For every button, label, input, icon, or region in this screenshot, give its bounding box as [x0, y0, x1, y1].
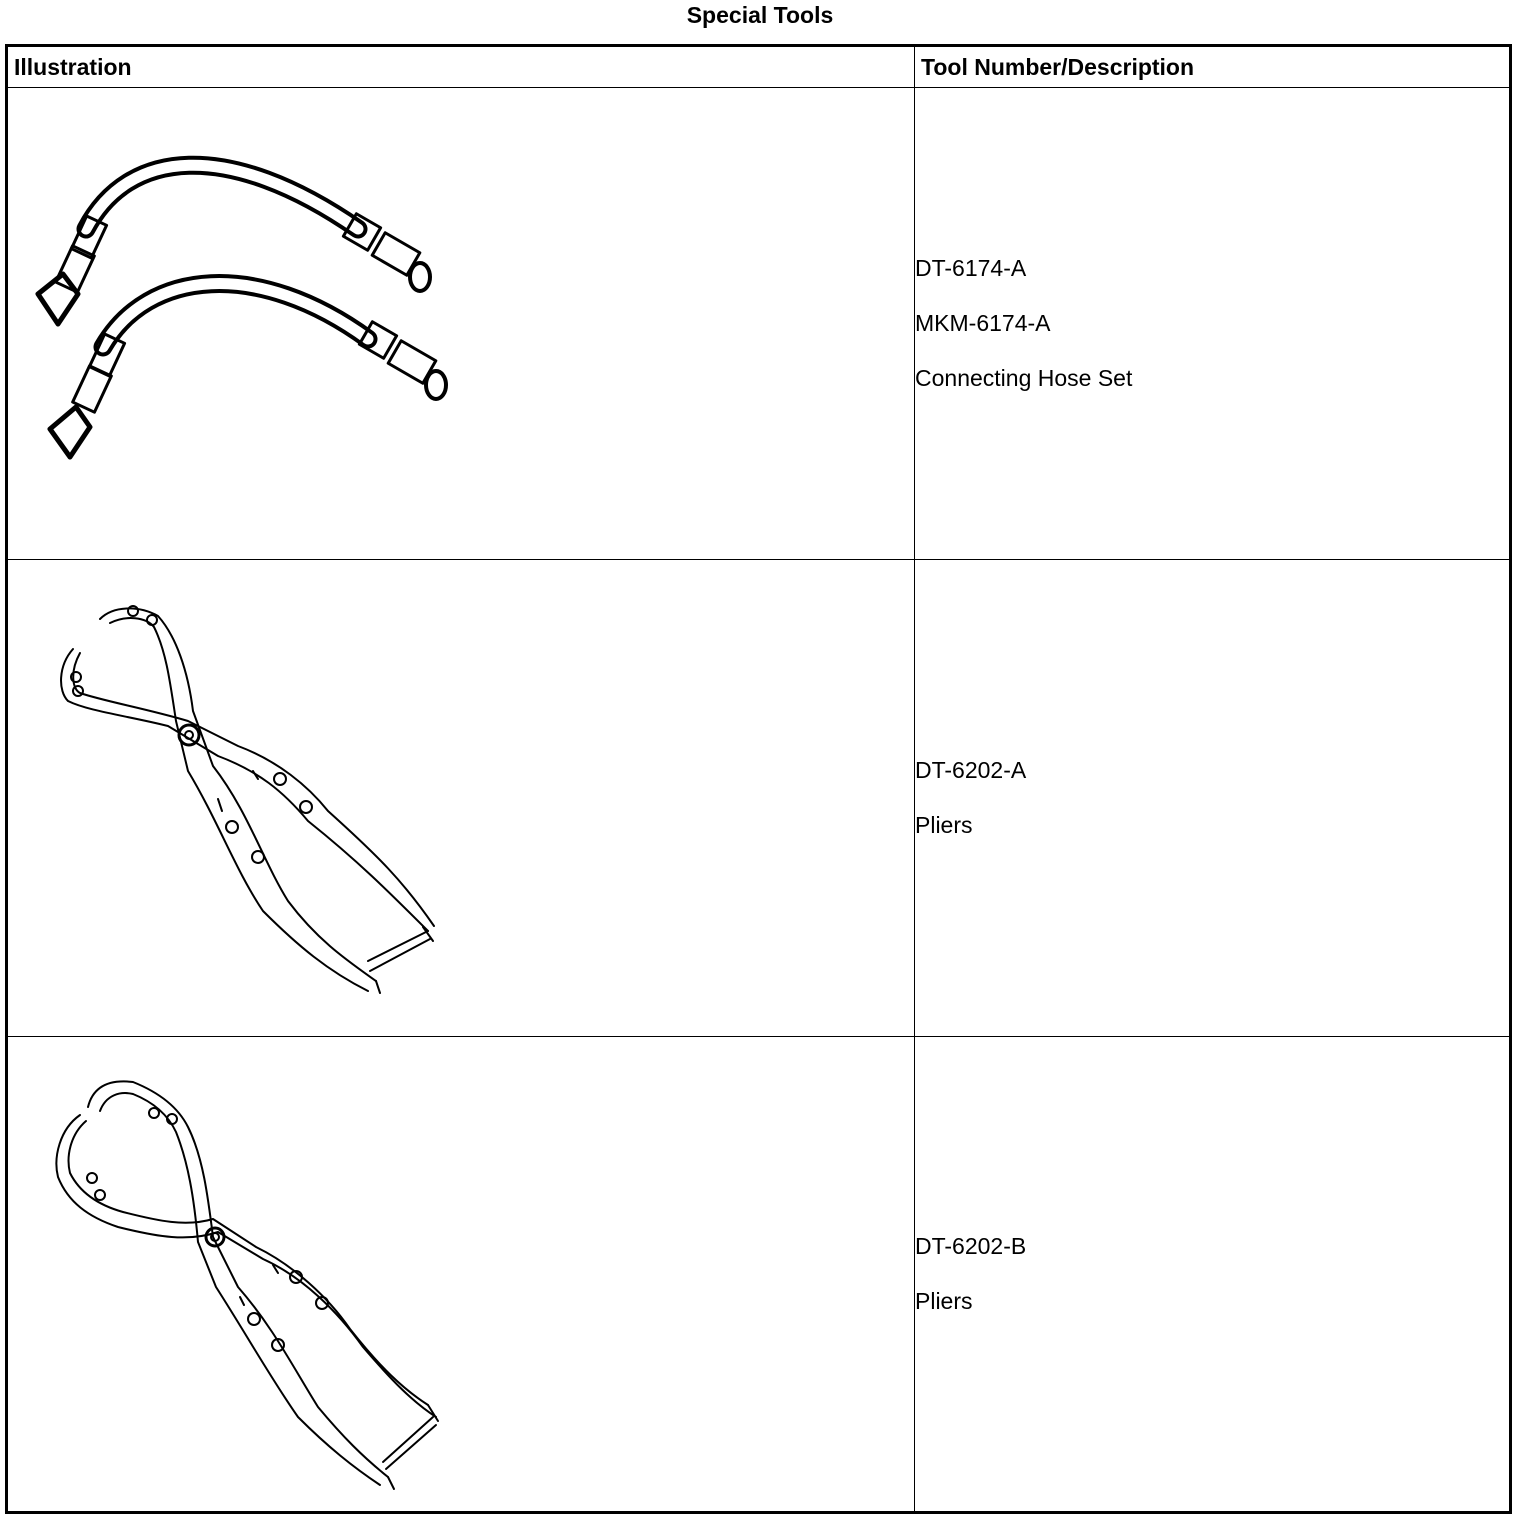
column-header-illustration: Illustration — [7, 46, 915, 88]
illustration-cell — [7, 560, 915, 1036]
tool-description: Pliers — [915, 1287, 973, 1314]
table-header-row — [7, 46, 1511, 88]
connecting-hose-set-illustration — [8, 89, 916, 559]
tool-number: DT-6202-B — [915, 1232, 1027, 1259]
description-cell — [915, 560, 1511, 1036]
tool-number: MKM-6174-A — [915, 310, 1051, 337]
pliers-illustration — [8, 561, 916, 1035]
tool-description: Connecting Hose Set — [915, 365, 1133, 392]
table-row — [7, 560, 1511, 1036]
tool-number: DT-6202-A — [915, 756, 1027, 783]
page-title: Special Tools — [686, 2, 834, 28]
illustration-cell — [7, 88, 915, 560]
special-tools-table — [5, 44, 1512, 1514]
illustration-cell — [7, 1036, 915, 1512]
tool-number: DT-6174-A — [915, 255, 1027, 282]
pliers-illustration — [8, 1037, 916, 1511]
description-cell — [915, 1036, 1511, 1512]
description-cell — [915, 88, 1511, 560]
table-row — [7, 1036, 1511, 1512]
table-row — [7, 88, 1511, 560]
column-header-tool-number: Tool Number/Description — [915, 46, 1511, 88]
tool-description: Pliers — [915, 811, 973, 838]
